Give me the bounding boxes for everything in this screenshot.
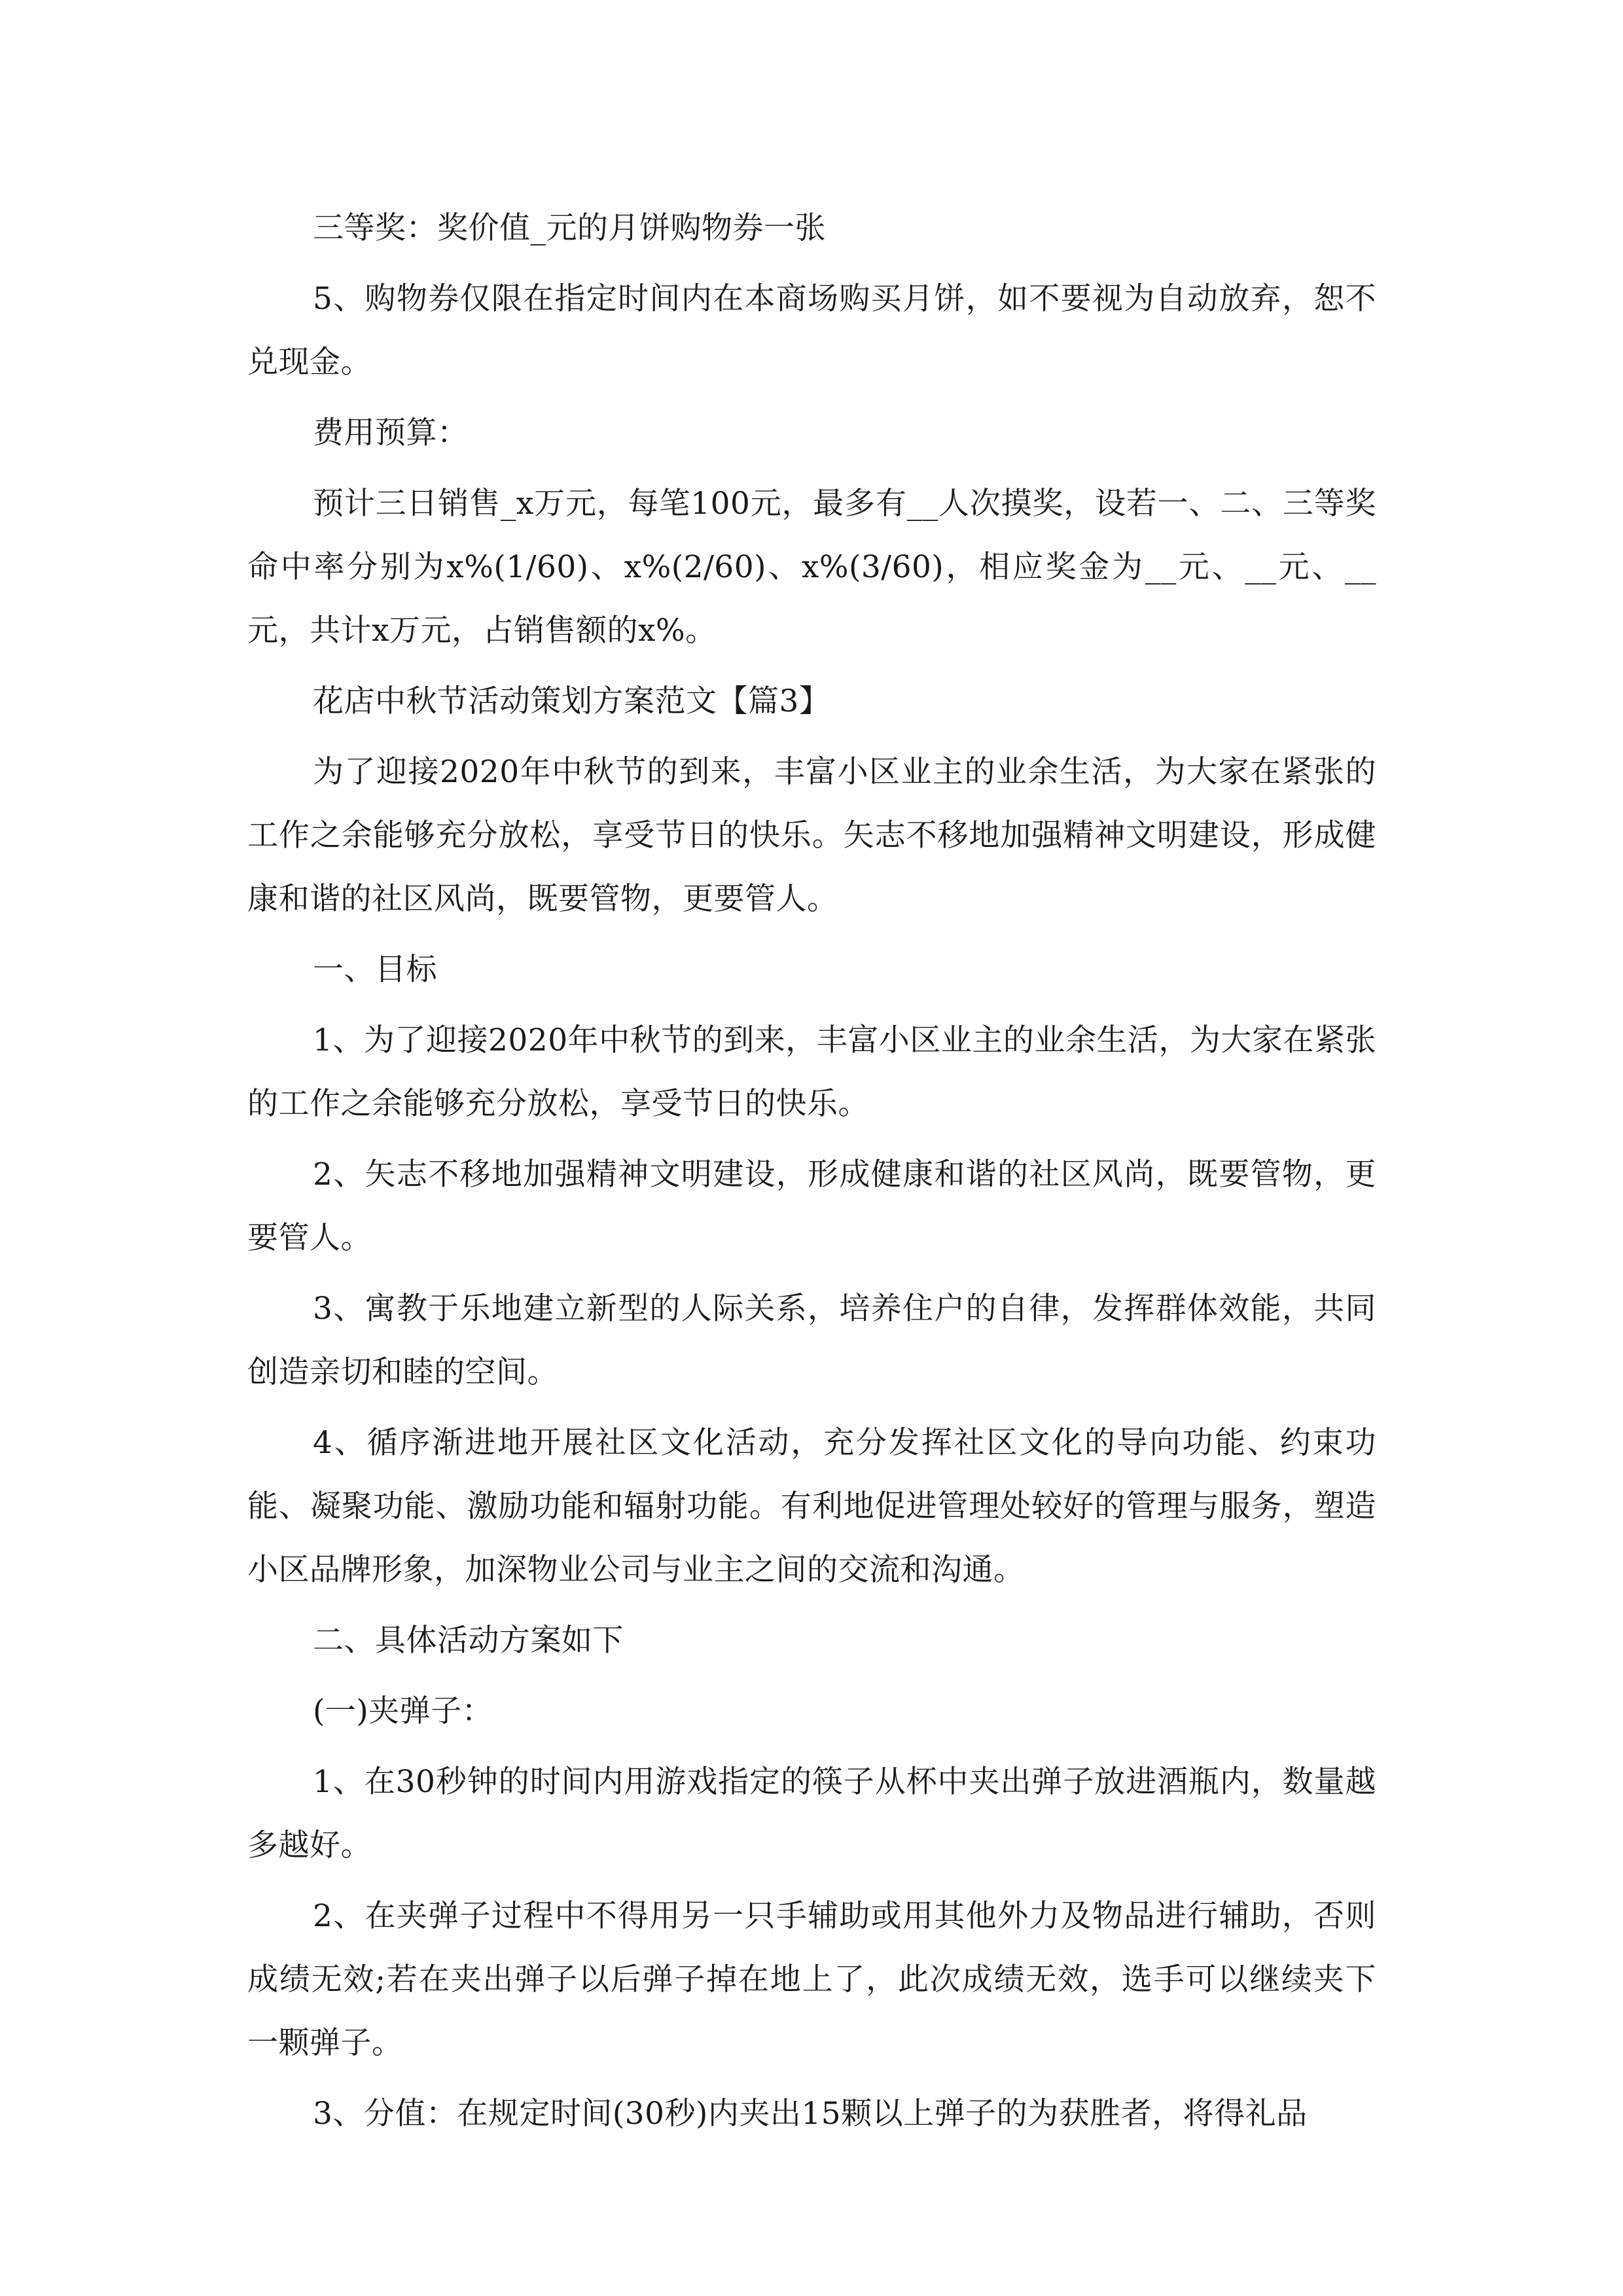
paragraph-budget-heading: 费用预算： <box>313 415 469 451</box>
heading-activity-plan: 二、具体活动方案如下 <box>313 1623 624 1659</box>
paragraph-voucher-rule: 5、购物券仅限在指定时间内在本商场购买月饼，如不要视为自动放弃，恕不兑现金。 <box>247 281 1376 380</box>
goal-item-1: 1、为了迎接2020年中秋节的到来，丰富小区业主的业余生活，为大家在紧张的工作之余能够充分放松，享受节日的快乐。 <box>247 1022 1376 1122</box>
subheading-marbles: (一)夹弹子： <box>313 1693 493 1729</box>
paragraph-budget-detail: 预计三日销售_x万元，每笔100元，最多有__人次摸奖，设若一、二、三等奖命中率分别为x%(1/60)、x%(2/60)、x%(3/60)，相应奖金为__元、__元、__元，共计x万元，占销售额的x%。 <box>247 486 1376 649</box>
section-title: 花店中秋节活动策划方案范文【篇3】 <box>313 683 830 719</box>
goal-item-2: 2、矢志不移地加强精神文明建设，形成健康和谐的社区风尚，既要管物，更要管人。 <box>247 1157 1376 1256</box>
heading-goals: 一、目标 <box>313 952 437 988</box>
paragraph-intro: 为了迎接2020年中秋节的到来，丰富小区业主的业余生活，为大家在紧张的工作之余能够充分放松，享受节日的快乐。矢志不移地加强精神文明建设，形成健康和谐的社区风尚，既要管物，更要管人。 <box>247 754 1376 917</box>
goal-item-3: 3、寓教于乐地建立新型的人际关系，培养住户的自律，发挥群体效能，共同创造亲切和睦的空间。 <box>247 1291 1376 1390</box>
marbles-rule-3: 3、分值：在规定时间(30秒)内夹出15颗以上弹子的为获胜者，将得礼品 <box>313 2096 1308 2132</box>
marbles-rule-1: 1、在30秒钟的时间内用游戏指定的筷子从杯中夹出弹子放进酒瓶内，数量越多越好。 <box>247 1764 1376 1863</box>
paragraph-third-prize: 三等奖：奖价值_元的月饼购物券一张 <box>313 210 826 246</box>
document-page <box>247 196 1376 2153</box>
goal-item-4: 4、循序渐进地开展社区文化活动，充分发挥社区文化的导向功能、约束功能、凝聚功能、激励功能和辐射功能。有利地促进管理处较好的管理与服务，塑造小区品牌形象，加深物业公司与业主之间的交流和沟通。 <box>247 1425 1376 1588</box>
marbles-rule-2: 2、在夹弹子过程中不得用另一只手辅助或用其他外力及物品进行辅助，否则成绩无效;若在夹出弹子以后弹子掉在地上了，此次成绩无效，选手可以继续夹下一颗弹子。 <box>247 1898 1376 2061</box>
